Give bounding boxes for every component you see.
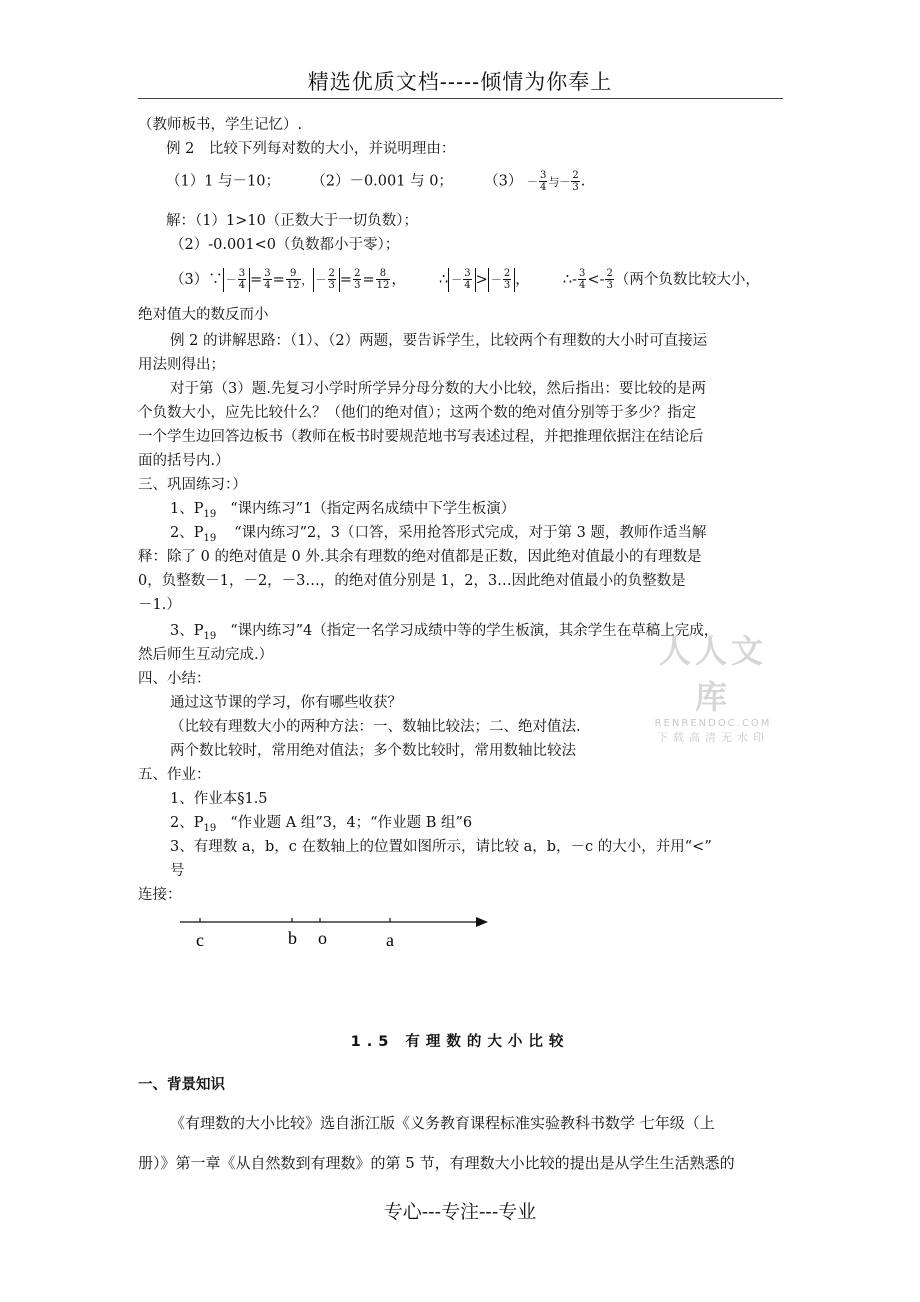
section-heading: 三、巩固练习：） (138, 477, 247, 493)
text-line: 解：（1）1>10（正数大于一切负数）； (166, 213, 419, 229)
because-label: （3）∵ (170, 271, 223, 288)
comma: ， (301, 273, 313, 287)
text-line: 一个学生边回答边板书（教师在板书时要规范地书写表述过程，并把推理依据注在结论后 (138, 429, 704, 445)
example-parts (166, 170, 585, 194)
page-header-title: 精选优质文档-----倾情为你奉上 (307, 70, 613, 94)
minus-sign: － (526, 175, 538, 189)
text-line: 绝对值大的数反而小 (138, 307, 269, 323)
therefore-sign: ∴ (562, 271, 573, 288)
comma: ， (391, 271, 406, 288)
text-line: 两个数比较时，常用绝对值法；多个数比较时，常用数轴比较法 (170, 743, 576, 759)
fraction: $\frac{8}{12}$ (376, 268, 390, 292)
part-1: （1）1 与－10； (166, 173, 281, 190)
conjunction: 与 (548, 175, 560, 189)
fraction: $\frac{9}{12}$ (286, 268, 300, 292)
less-than: < (587, 271, 600, 288)
text-line: 对于第（3）题.先复习小学时所学异分母分数的大小比较，然后指出：要比较的是两 (170, 381, 706, 397)
label-b: b (288, 928, 297, 948)
text-line: 通过这节课的学习，你有哪些收获？ (170, 695, 402, 711)
minus-sign: － (559, 175, 571, 189)
number-line (170, 908, 500, 958)
period: . (580, 173, 586, 190)
fraction: $\frac{3}{4}$ (579, 268, 586, 292)
reason-text: （两个负数比较大小， (614, 271, 760, 288)
paragraph-line: 册）》第一章《从自然数到有理数》的第 5 节，有理数大小比较的提出是从学生生活熟悉的 (138, 1154, 735, 1172)
text-line: 个负数大小，应先比较什么？（他们的绝对值）；这两个数的绝对值分别等于多少？指定 (138, 405, 697, 421)
text-line: 面的括号内.） (138, 453, 230, 469)
equals-sign: = (272, 271, 285, 288)
text-line: 连接： (138, 887, 182, 903)
watermark-brand: 人人文库 (658, 632, 767, 716)
equals-sign: = (339, 271, 353, 288)
text-line: （比较有理数大小的两种方法：一、数轴比较法；二、绝对值法. (170, 719, 581, 735)
text-line: 然后师生互动完成.） (138, 647, 274, 663)
page-footer: 专心---专注---专业 (383, 1201, 537, 1223)
section-heading: 一、背景知识 (138, 1077, 225, 1093)
label-c: c (196, 930, 204, 950)
homework-2: 2、$P_{19}$ “作业题 A 组”3，4；“作业题 B 组”6 (170, 815, 473, 834)
text-line: 释：除了 0 的绝对值是 0 外.其余有理数的绝对值都是正数，因此绝对值最小的有理数是 (138, 549, 702, 565)
absolute-value: － $\frac{3}{4}$ (223, 268, 250, 292)
fraction: $\frac{3}{4}$ (264, 268, 271, 292)
fraction: $\frac{3}{4}$ (539, 170, 547, 193)
watermark (648, 626, 778, 745)
text-line: （2）-0.001<0（负数都小于零）； (170, 237, 400, 253)
exercise-1: 1、$P_{19}$ “课内练习”1（指定两名成绩中下学生板演） (170, 501, 516, 520)
text-line: 0，负整数－1，－2，－3…，的绝对值分别是 1，2，3…因此绝对值最小的负整数是 (138, 573, 686, 589)
text-line: 用法则得出； (138, 357, 225, 373)
minus-sign: - (572, 271, 578, 288)
label-a: a (386, 930, 394, 950)
watermark-caption: 下载高清无水印 (657, 731, 769, 744)
text-line: 例 2 的讲解思路：（1）、（2）两题，要告诉学生，比较两个有理数的大小时可直接运 (170, 333, 708, 349)
arrow-icon (476, 917, 488, 927)
section-title: 1.5 有理数的大小比较 (350, 1034, 570, 1050)
therefore-sign: ∴ (439, 271, 449, 288)
equals-sign: = (250, 271, 263, 288)
part-2: （2）－0.001 与 0； (311, 173, 453, 190)
absolute-value: － $\frac{2}{3}$ (488, 268, 515, 292)
exercise-3: 3、$P_{19}$ “课内练习”4（指定一名学习成绩中等的学生板演，其余学生在草稿上完成， (170, 623, 719, 642)
watermark-url: RENRENDOC.COM (654, 718, 772, 729)
equals-sign: = (362, 271, 375, 288)
greater-than: > (475, 271, 488, 288)
text-line: 例 2 比较下列每对数的大小，并说明理由： (166, 141, 456, 157)
fraction: $\frac{2}{3}$ (572, 170, 579, 193)
exercise-2: 2、$P_{19}$ “课内练习”2，3（口答，采用抢答形式完成，对于第 3 题，教师作适当解 (170, 525, 707, 544)
text-line: 1、作业本§1.5 (170, 791, 268, 807)
text-line: 3、有理数 a，b，c 在数轴上的位置如图所示，请比较 a，b，－c 的大小，并用“<” (170, 839, 712, 855)
fraction: $\frac{2}{3}$ (606, 268, 613, 292)
text-line: （教师板书，学生记忆）. (138, 117, 303, 133)
label-o: o (318, 928, 327, 948)
comma: ， (515, 271, 530, 288)
solution-line-3 (170, 268, 760, 292)
absolute-value: － $\frac{3}{4}$ (448, 268, 475, 292)
header-rule (138, 98, 783, 99)
text-line: －1.） (138, 597, 181, 613)
section-heading: 四、小结： (138, 671, 211, 687)
fraction: $\frac{2}{3}$ (354, 268, 361, 292)
absolute-value: － $\frac{2}{3}$ (313, 268, 340, 292)
paragraph-line: 《有理数的大小比较》选自浙江版《义务教育课程标准实验教科书数学 七年级（上 (170, 1114, 715, 1132)
text-line: 号 (170, 863, 185, 879)
minus-sign: - (599, 271, 605, 288)
part-3: （3） (484, 173, 523, 190)
section-heading: 五、作业： (138, 767, 211, 783)
